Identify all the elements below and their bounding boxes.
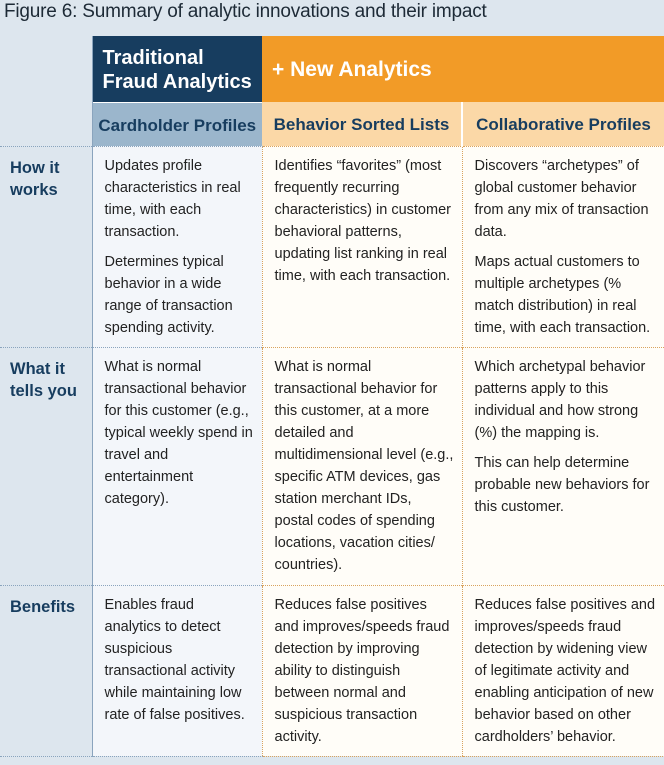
cell-paragraph: What is normal transactional behavior for this customer (e.g., typical weekly spend in travel and entertainment category).: [104, 358, 253, 507]
table-cell: [92, 146, 262, 347]
table-cell: [462, 146, 664, 347]
table-row: [0, 347, 664, 585]
row-label-what-it-tells-you: [0, 347, 92, 585]
cell-paragraph: Determines typical behavior in a wide range of transaction spending activity.: [104, 253, 233, 336]
table-cell: [262, 146, 462, 347]
table-cell: [262, 585, 462, 756]
row-label-line1: How it: [10, 158, 60, 177]
cell-paragraph: What is normal transactional behavior for this customer, at a more detailed and multidimensional level (e.g., specific ATM devices, gas station merchant IDs, postal codes of spending locations, vacation cities/ countries).: [274, 358, 454, 573]
table-row: [0, 146, 664, 347]
cell-paragraph: Reduces false positives and improves/speeds fraud detection by widening view of legitimate activity and enabling anticipation of new behavior based on other cardholders’ behavior.: [474, 596, 656, 745]
cell-paragraph: Discovers “archetypes” of global customer behavior from any mix of transaction data.: [474, 157, 649, 240]
column-collaborative-profiles: Collaborative Profiles: [462, 102, 664, 146]
table-cell: [462, 347, 664, 585]
cell-paragraph: Which archetypal behavior patterns apply to this individual and how strong (%) the mapping is.: [474, 358, 646, 441]
cell-paragraph: Enables fraud analytics to detect suspicious transactional activity while maintaining low rate of false positives.: [104, 596, 245, 723]
row-label-benefits: [0, 585, 92, 756]
traditional-header-line2: Fraud Analytics: [102, 71, 252, 93]
cell-paragraph: Identifies “favorites” (most frequently recurring characteristics) in customer behavioral patterns, updating list ranking in real time, with each transaction.: [274, 157, 451, 284]
column-cardholder-profiles: Cardholder Profiles: [92, 102, 262, 146]
column-behavior-sorted-lists: Behavior Sorted Lists: [262, 102, 462, 146]
table-row: [0, 585, 664, 756]
table-cell: [92, 585, 262, 756]
subheader-row: [0, 102, 664, 146]
row-label-how-it-works: [0, 146, 92, 347]
new-analytics-header: + New Analytics: [262, 36, 664, 102]
table-cell: [262, 347, 462, 585]
row-label-line1: What it: [10, 359, 65, 378]
cell-paragraph: This can help determine probable new behaviors for this customer.: [474, 454, 650, 515]
traditional-header-line1: Traditional: [102, 47, 204, 69]
table-cell: [92, 347, 262, 585]
header-row: [0, 36, 664, 102]
traditional-fraud-analytics-header: [92, 36, 262, 102]
cell-paragraph: Updates profile characteristics in real time, with each transaction.: [104, 157, 241, 240]
cell-paragraph: Reduces false positives and improves/speeds fraud detection by improving ability to distinguish between normal and suspicious transaction activity.: [274, 596, 450, 745]
row-label-line2: tells you: [10, 381, 77, 400]
cell-paragraph: Maps actual customers to multiple archetypes (% match distribution) in real time, with each transaction.: [474, 253, 651, 336]
row-label-line1: Benefits: [10, 597, 76, 616]
analytics-summary-table: [0, 36, 664, 757]
figure-caption: Figure 6: Summary of analytic innovations and their impact: [4, 1, 487, 22]
header-blank: [0, 36, 92, 102]
table-cell: [462, 585, 664, 756]
row-label-line2: works: [10, 180, 58, 199]
subheader-blank: [0, 102, 92, 146]
